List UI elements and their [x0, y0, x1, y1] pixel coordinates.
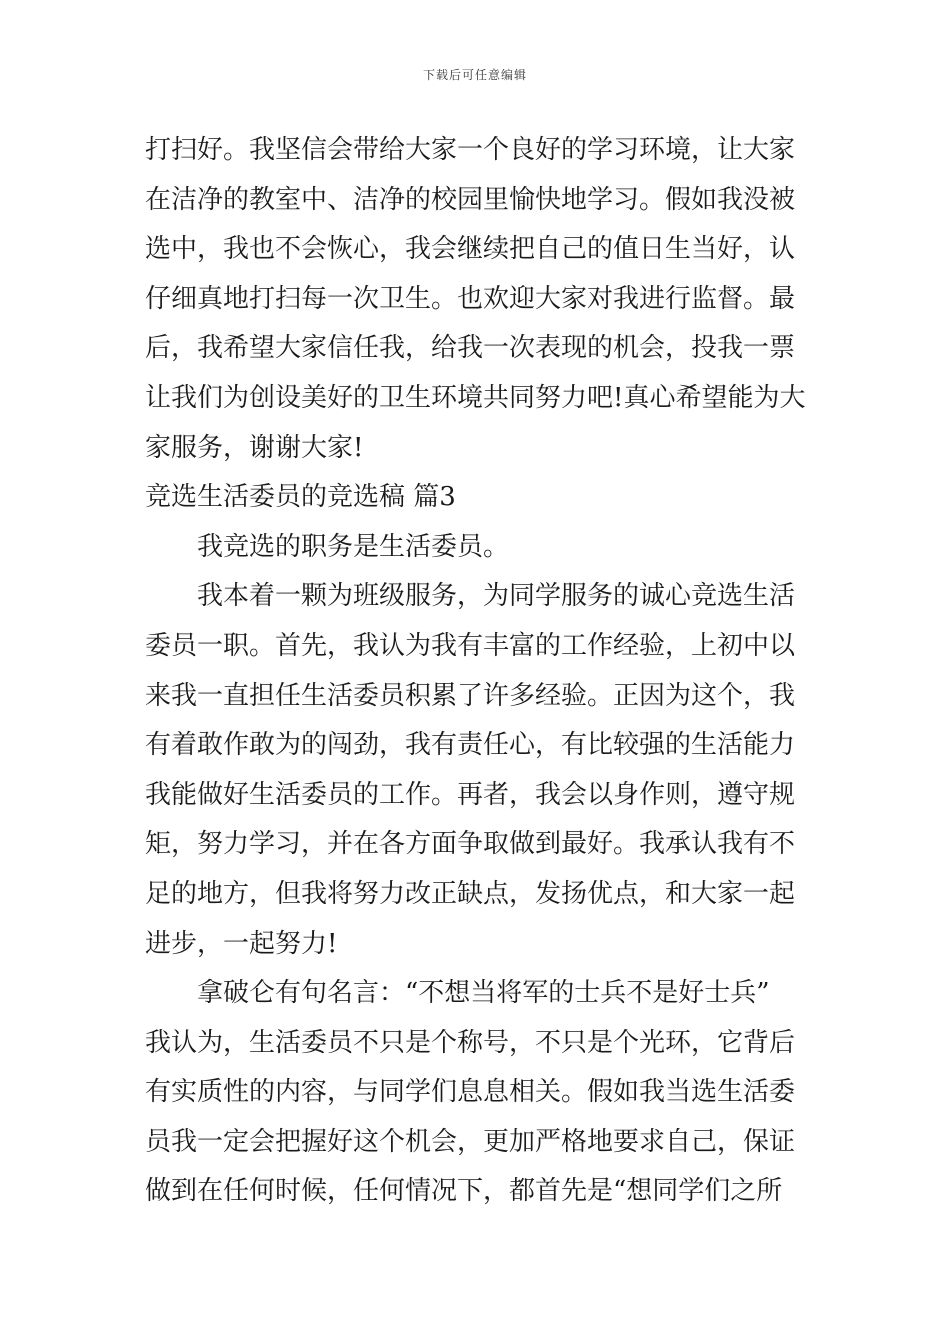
text-line: 员我一定会把握好这个机会，更加严格地要求自己，保证: [145, 1126, 796, 1157]
text-line: 做到在任何时候，任何情况下，都首先是“想同学们之所: [145, 1176, 783, 1207]
text-line: 家服务，谢谢大家!: [145, 432, 364, 463]
text-line: 我本着一颗为班级服务，为同学服务的诚心竞选生活: [197, 581, 796, 612]
document-body: [145, 126, 810, 1217]
text-line: 拿破仑有句名言：“不想当将军的士兵不是好士兵”: [197, 978, 770, 1009]
text-line: 来我一直担任生活委员积累了许多经验。正因为这个，我: [145, 680, 796, 711]
text-line: 我能做好生活委员的工作。再者，我会以身作则，遵守规: [145, 779, 796, 810]
text-line: 让我们为创设美好的卫生环境共同努力吧!真心希望能为大: [145, 382, 806, 413]
section-heading: 竞选生活委员的竞选稿 篇3: [145, 482, 456, 513]
text-line: 矩，努力学习，并在各方面争取做到最好。我承认我有不: [145, 829, 796, 860]
text-line: 选中，我也不会恢心，我会继续把自己的值日生当好，认: [145, 234, 796, 265]
text-line: 委员一职。首先，我认为我有丰富的工作经验，上初中以: [145, 630, 796, 661]
text-line: 在洁净的教室中、洁净的校园里愉快地学习。假如我没被: [145, 184, 796, 215]
text-line: 仔细真地打扫每一次卫生。也欢迎大家对我进行监督。最: [145, 283, 796, 314]
page-header: 下载后可任意编辑: [422, 68, 527, 82]
text-line: 足的地方，但我将努力改正缺点，发扬优点，和大家一起: [145, 878, 796, 909]
text-line: 有着敢作敢为的闯劲，我有责任心，有比较强的生活能力: [145, 730, 796, 761]
text-line: 进步，一起努力!: [145, 928, 338, 959]
text-line: 我认为，生活委员不只是个称号，不只是个光环，它背后: [145, 1027, 796, 1058]
text-line: 有实质性的内容，与同学们息息相关。假如我当选生活委: [145, 1077, 796, 1108]
text-line: 后，我希望大家信任我，给我一次表现的机会，投我一票: [145, 333, 796, 364]
text-line: 打扫好。我坚信会带给大家一个良好的学习环境，让大家: [145, 135, 796, 165]
text-line: 我竞选的职务是生活委员。: [197, 531, 510, 562]
